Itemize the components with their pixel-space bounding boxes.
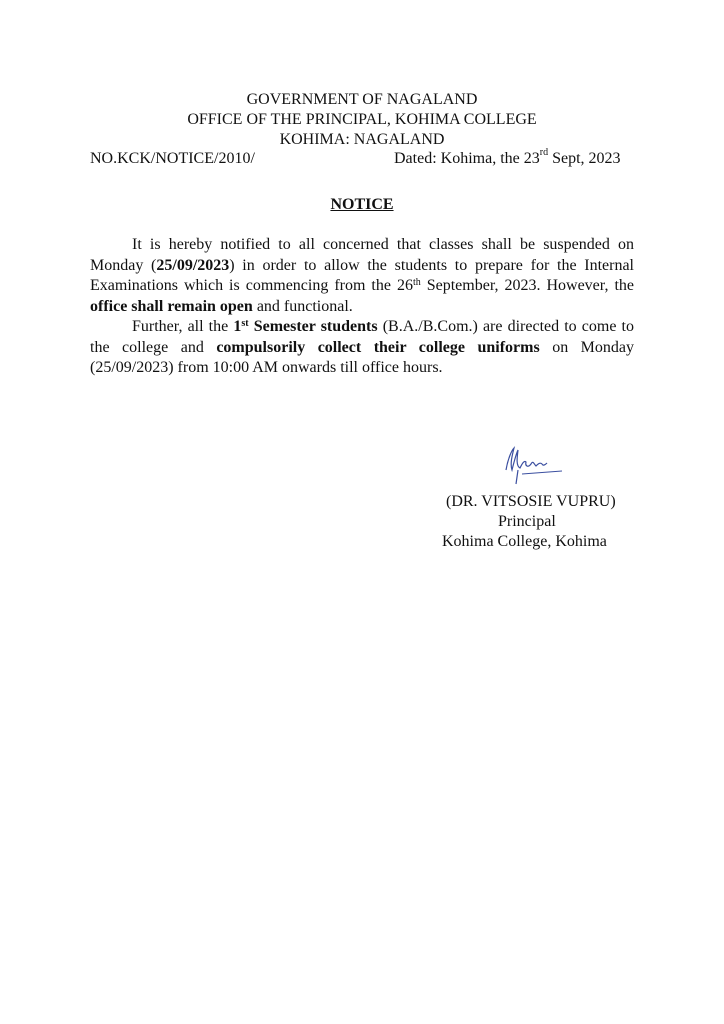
signature-icon [498, 440, 568, 488]
signatory-institution: Kohima College, Kohima [442, 533, 607, 550]
paragraph-1: It is hereby notified to all concerned that classes shall be suspended on Monday (25/09/2023) in order to allow the students to prepare for the Internal Examinations which is commencing from the 26th September, 2023. However, the office shall remain open and functional. [90, 236, 635, 315]
header-location: KOHIMA: NAGALAND [279, 131, 445, 148]
dated-prefix: Dated: Kohima, the 23 [394, 150, 540, 167]
dated-suffix: Sept, 2023 [548, 150, 621, 167]
dated-line [394, 147, 621, 168]
paragraph-2: Further, all the 1st Semester students (B.A./B.Com.) are directed to come to the college and compulsorily collect their college uniforms on Monday (25/09/2023) from 10:00 AM onwards till office hours. [90, 318, 635, 376]
header-government: GOVERNMENT OF NAGALAND [246, 91, 478, 108]
header-office: OFFICE OF THE PRINCIPAL, KOHIMA COLLEGE [187, 111, 537, 128]
notice-title: NOTICE [330, 196, 394, 213]
reference-number: NO.KCK/NOTICE/2010/ [90, 150, 255, 167]
dated-sup: rd [539, 147, 549, 158]
signatory-name: (DR. VITSOSIE VUPRU) [446, 493, 616, 510]
signatory-designation: Principal [498, 513, 556, 530]
